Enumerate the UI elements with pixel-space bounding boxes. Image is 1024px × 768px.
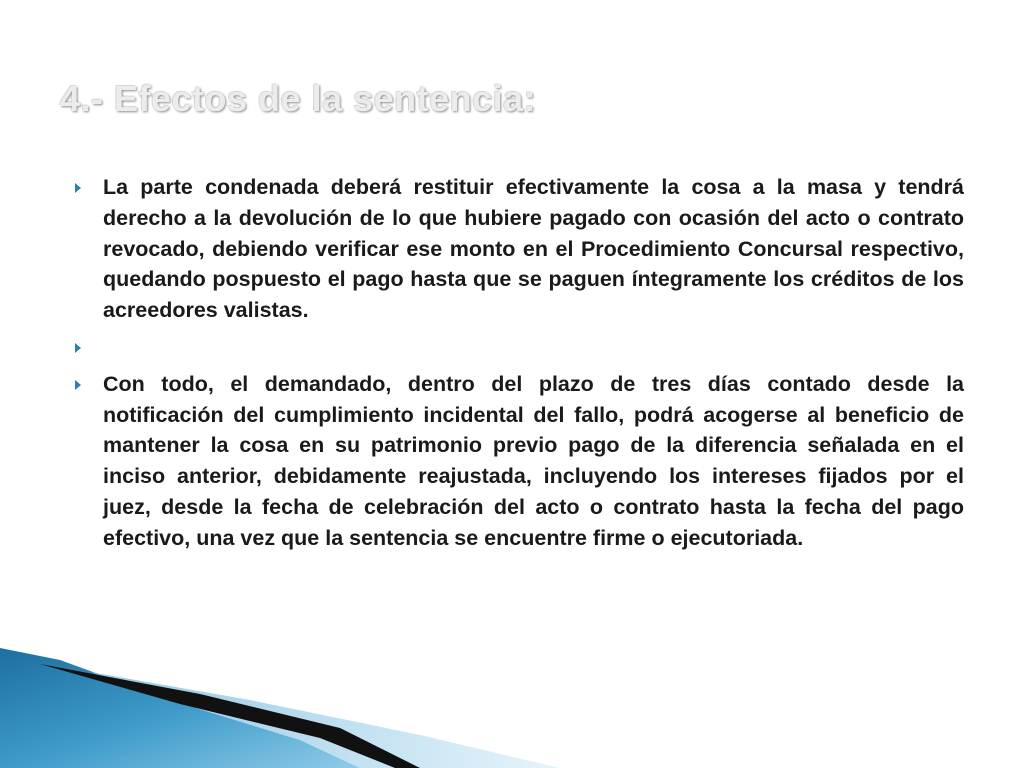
triangle-right-icon xyxy=(75,343,81,353)
bullet-text: La parte condenada deberá restituir efectivamente la cosa a la masa y tendrá derecho a la devolución de lo que hubiere pagado con ocasión del acto o contrato revocado, debiendo verificar ese monto en el Procedimiento Concursal respectivo, quedando pospuesto el pago hasta que se paguen íntegramente los créditos de los acreedores valistas. xyxy=(103,175,964,323)
triangle-right-icon xyxy=(75,380,81,390)
bullet-list xyxy=(72,172,964,554)
slide-title: 4.- Efectos de la sentencia: xyxy=(60,78,537,119)
blue-wave-shape xyxy=(0,648,360,768)
bullet-item xyxy=(72,172,964,326)
bullet-item xyxy=(72,369,964,554)
bullet-text: Con todo, el demandado, dentro del plazo de tres días contado desde la notificación del cumplimiento incidental del fallo, podrá acogerse al beneficio de mantener la cosa en su patrimonio previo pago de la diferencia señalada en el inciso anterior, debidamente reajustada, incluyendo los intereses fijados por el juez, desde la fecha de celebración del acto o contrato hasta la fecha del pago efectivo, una vez que la sentencia se encuentre firme o ejecutoriada. xyxy=(103,371,964,550)
black-wave-stripe xyxy=(40,664,420,768)
bullet-item-empty xyxy=(72,332,964,363)
light-wave-shape xyxy=(90,672,560,768)
triangle-right-icon xyxy=(75,183,81,193)
